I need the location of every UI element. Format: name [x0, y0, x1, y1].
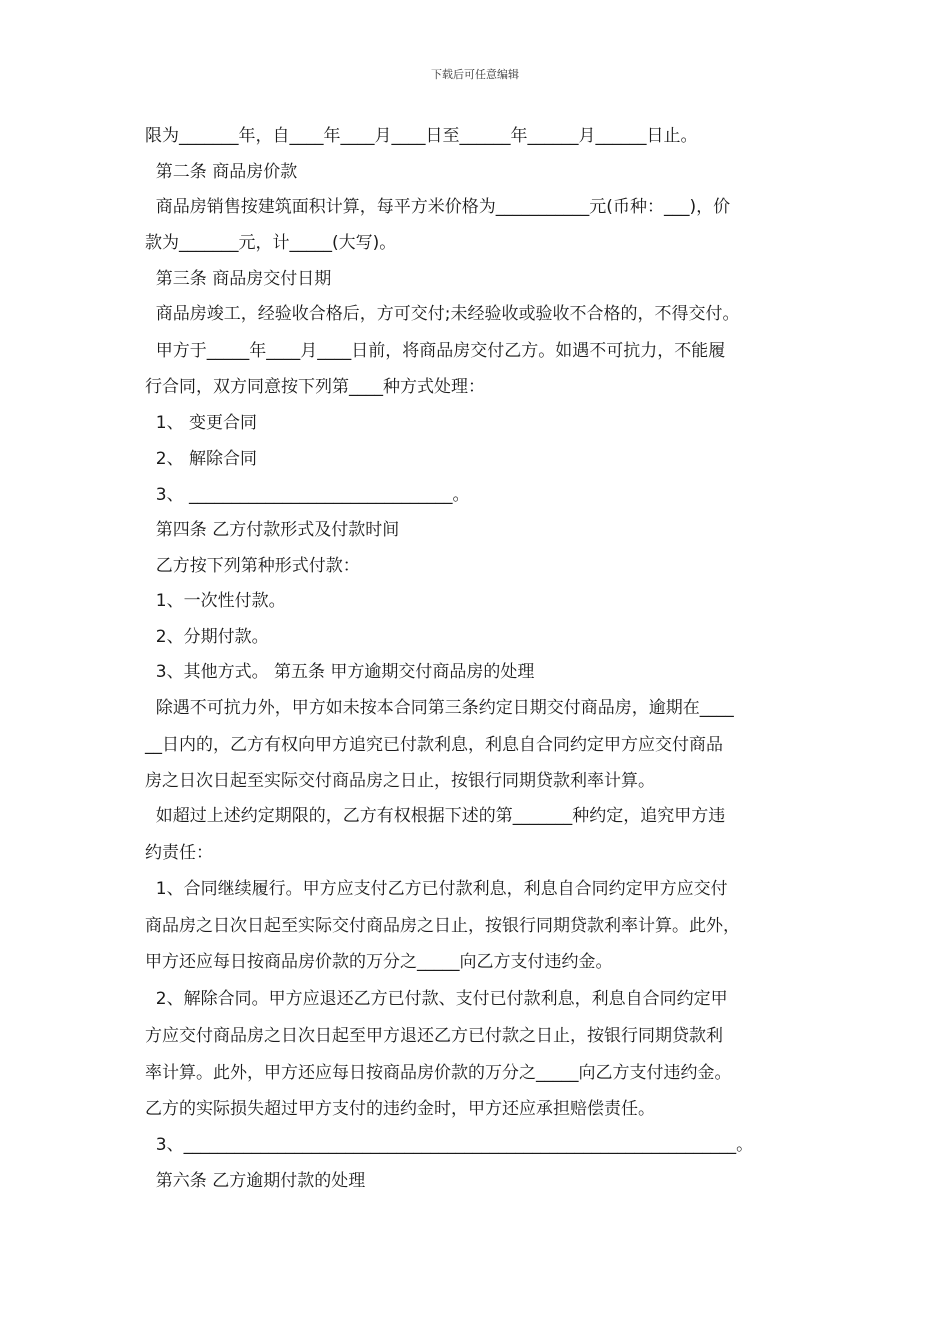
text-line: 如超过上述约定期限的，乙方有权根据下述的第_______种约定，追究甲方违	[145, 806, 726, 826]
page-header-note: 下载后可任意编辑	[431, 68, 519, 81]
list-item: 2、解除合同。甲方应退还乙方已付款、支付已付款利息，利息自合同约定甲	[145, 989, 728, 1009]
list-item: 3、_________________________________________________________________。	[145, 1135, 754, 1155]
section-heading: 第三条 商品房交付日期	[145, 269, 332, 289]
text-line: 限为_______年，自____年____月____日至______年______月______日止。	[145, 126, 698, 146]
text-line: 商品房竣工，经验收合格后，方可交付;未经验收或验收不合格的，不得交付。	[145, 304, 740, 324]
text-line: 乙方按下列第种形式付款：	[145, 556, 360, 576]
text-line: 行合同，双方同意按下列第____种方式处理：	[145, 377, 485, 397]
text-line: 房之日次日起至实际交付商品房之日止，按银行同期贷款利率计算。	[145, 771, 655, 791]
text-line: 率计算。此外，甲方还应每日按商品房价款的万分之_____向乙方支付违约金。	[145, 1063, 732, 1083]
list-item: 2、 解除合同	[145, 449, 258, 469]
section-heading: 第四条 乙方付款形式及付款时间	[145, 520, 400, 540]
text-line: 款为_______元，计_____(大写)。	[145, 233, 397, 253]
text-line: __日内的，乙方有权向甲方追究已付款利息，利息自合同约定甲方应交付商品	[145, 735, 723, 755]
text-line: 甲方还应每日按商品房价款的万分之_____向乙方支付违约金。	[145, 952, 613, 972]
text-line: 除遇不可抗力外，甲方如未按本合同第三条约定日期交付商品房，逾期在____	[145, 698, 734, 718]
list-item: 1、 变更合同	[145, 413, 258, 433]
list-item: 1、合同继续履行。甲方应支付乙方已付款利息，利息自合同约定甲方应交付	[145, 879, 728, 899]
text-line: 乙方的实际损失超过甲方支付的违约金时，甲方还应承担赔偿责任。	[145, 1099, 655, 1119]
text-line: 甲方于_____年____月____日前，将商品房交付乙方。如遇不可抗力，不能履	[145, 341, 726, 361]
text-line: 方应交付商品房之日次日起至甲方退还乙方已付款之日止，按银行同期贷款利	[145, 1026, 723, 1046]
section-heading: 第六条 乙方逾期付款的处理	[145, 1171, 366, 1191]
list-item: 3、 _______________________________。	[145, 485, 470, 505]
text-line: 商品房销售按建筑面积计算，每平方米价格为___________元(币种：___)，价	[145, 197, 731, 217]
list-item: 2、分期付款。	[145, 627, 269, 647]
text-line: 商品房之日次日起至实际交付商品房之日止，按银行同期贷款利率计算。此外，	[145, 916, 740, 936]
section-heading: 第二条 商品房价款	[145, 162, 298, 182]
text-line: 约责任：	[145, 843, 213, 863]
list-item: 3、其他方式。 第五条 甲方逾期交付商品房的处理	[145, 662, 535, 682]
list-item: 1、一次性付款。	[145, 591, 286, 611]
